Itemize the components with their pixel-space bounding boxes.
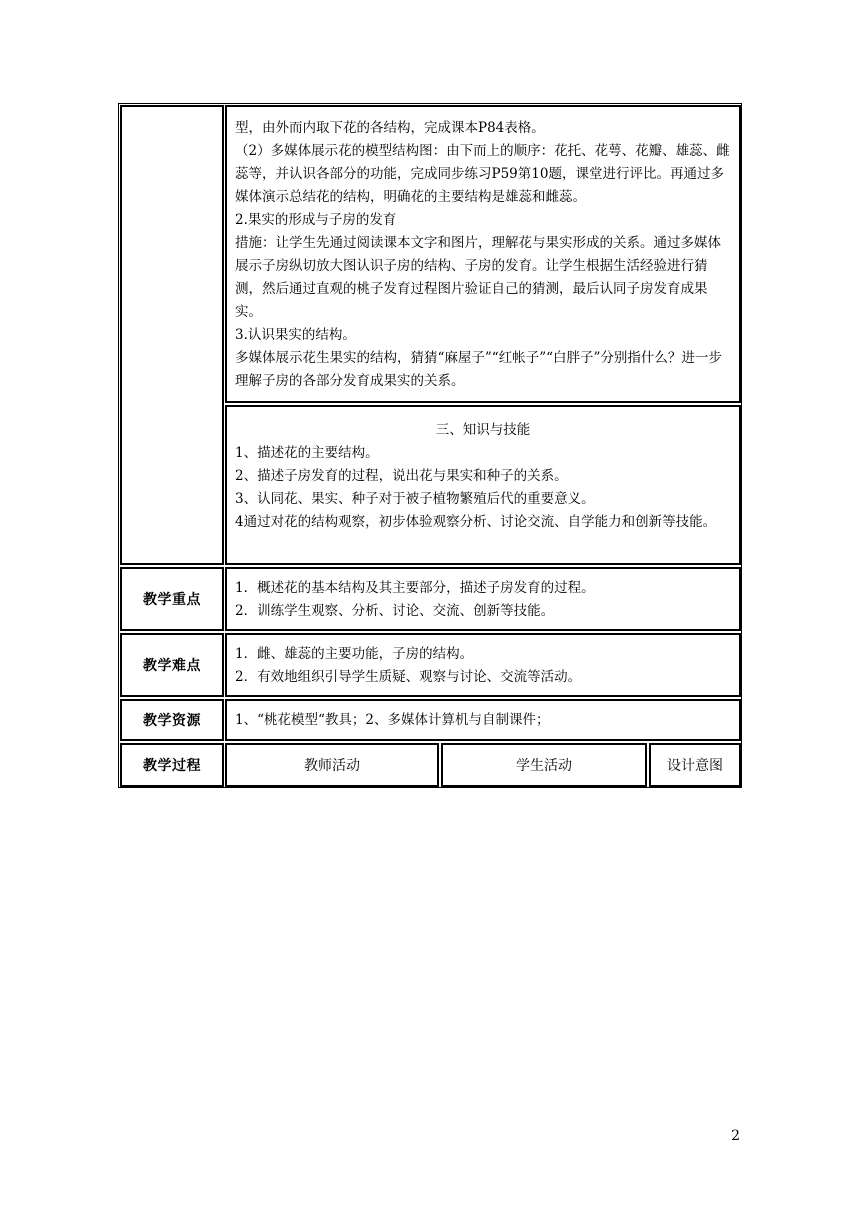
lesson-plan-table	[118, 103, 742, 788]
paragraph: 1、描述花的主要结构。	[235, 445, 379, 461]
column-header-student	[441, 743, 647, 787]
list-item: 2．训练学生观察、分析、讨论、交流、创新等技能。	[235, 603, 555, 619]
key-points-label-text: 教学重点	[143, 592, 201, 608]
knowledge-skills-content	[227, 407, 739, 534]
difficulties-cell	[225, 633, 741, 697]
resources-text: 1、“桃花模型“教具；2、多媒体计算机与自制课件；	[235, 712, 550, 728]
paragraph: 3.认识果实的结构。	[235, 327, 356, 343]
column-header-text: 学生活动	[516, 758, 572, 774]
difficulties-label-text: 教学难点	[143, 658, 201, 674]
list-item: 1．雌、雄蕊的主要功能，子房的结构。	[235, 646, 474, 662]
column-header-text: 设计意图	[667, 758, 723, 774]
paragraph: （2）多媒体展示花的模型结构图：由下而上的顺序：花托、花萼、花瓣、雄蕊、雌蕊等，并认识各部分的功能，完成同步练习P59第10题，课堂进行评比。再通过多媒体演示总结花的结构，明确花的主要结构是雄蕊和雌蕊。	[235, 143, 730, 205]
paragraph: 2.果实的形成与子房的发育	[235, 212, 397, 228]
column-header-intent	[649, 743, 741, 787]
paragraph: 2、描述子房发育的过程，说出花与果实和种子的关系。	[235, 468, 568, 484]
process-label	[120, 743, 224, 787]
paragraph: 3、认同花、果实、种子对于被子植物繁殖后代的重要意义。	[235, 491, 595, 507]
resources-cell	[225, 699, 741, 741]
empty-label-cell	[120, 105, 224, 565]
difficulties-label	[120, 633, 224, 697]
resources-content	[227, 701, 739, 732]
process-label-text: 教学过程	[143, 758, 201, 774]
column-header-teacher	[225, 743, 439, 787]
page-number: 2	[731, 1128, 740, 1144]
key-points-cell	[225, 567, 741, 631]
paragraph: 4通过对花的结构观察，初步体验观察分析、讨论交流、自学能力和创新等技能。	[235, 514, 717, 530]
teaching-steps-cell	[225, 105, 741, 403]
resources-label	[120, 699, 224, 741]
list-item: 2．有效地组织引导学生质疑、观察与讨论、交流等活动。	[235, 669, 582, 685]
section-title: 三、知识与技能	[435, 422, 531, 438]
resources-label-text: 教学资源	[143, 713, 201, 729]
paragraph: 型，由外而内取下花的各结构，完成课本P84表格。	[235, 120, 545, 136]
paragraph: 多媒体展示花生果实的结构，猜猜“麻屋子”“红帐子”“白胖子”分别指什么？进一步理解子房的各部分发育成果实的关系。	[235, 350, 722, 389]
paragraph: 措施：让学生先通过阅读课本文字和图片，理解花与果实形成的关系。通过多媒体展示子房纵切放大图认识子房的结构、子房的发育。让学生根据生活经验进行猜测，然后通过直观的桃子发育过程图片验证自己的猜测，最后认同子房发育成果实。	[235, 235, 721, 320]
teaching-steps-content	[227, 107, 739, 393]
difficulties-content	[227, 635, 739, 689]
list-item: 1．概述花的基本结构及其主要部分，描述子房发育的过程。	[235, 580, 595, 596]
key-points-content	[227, 569, 739, 623]
key-points-label	[120, 567, 224, 631]
column-header-text: 教师活动	[304, 758, 360, 774]
knowledge-skills-cell	[225, 405, 741, 565]
